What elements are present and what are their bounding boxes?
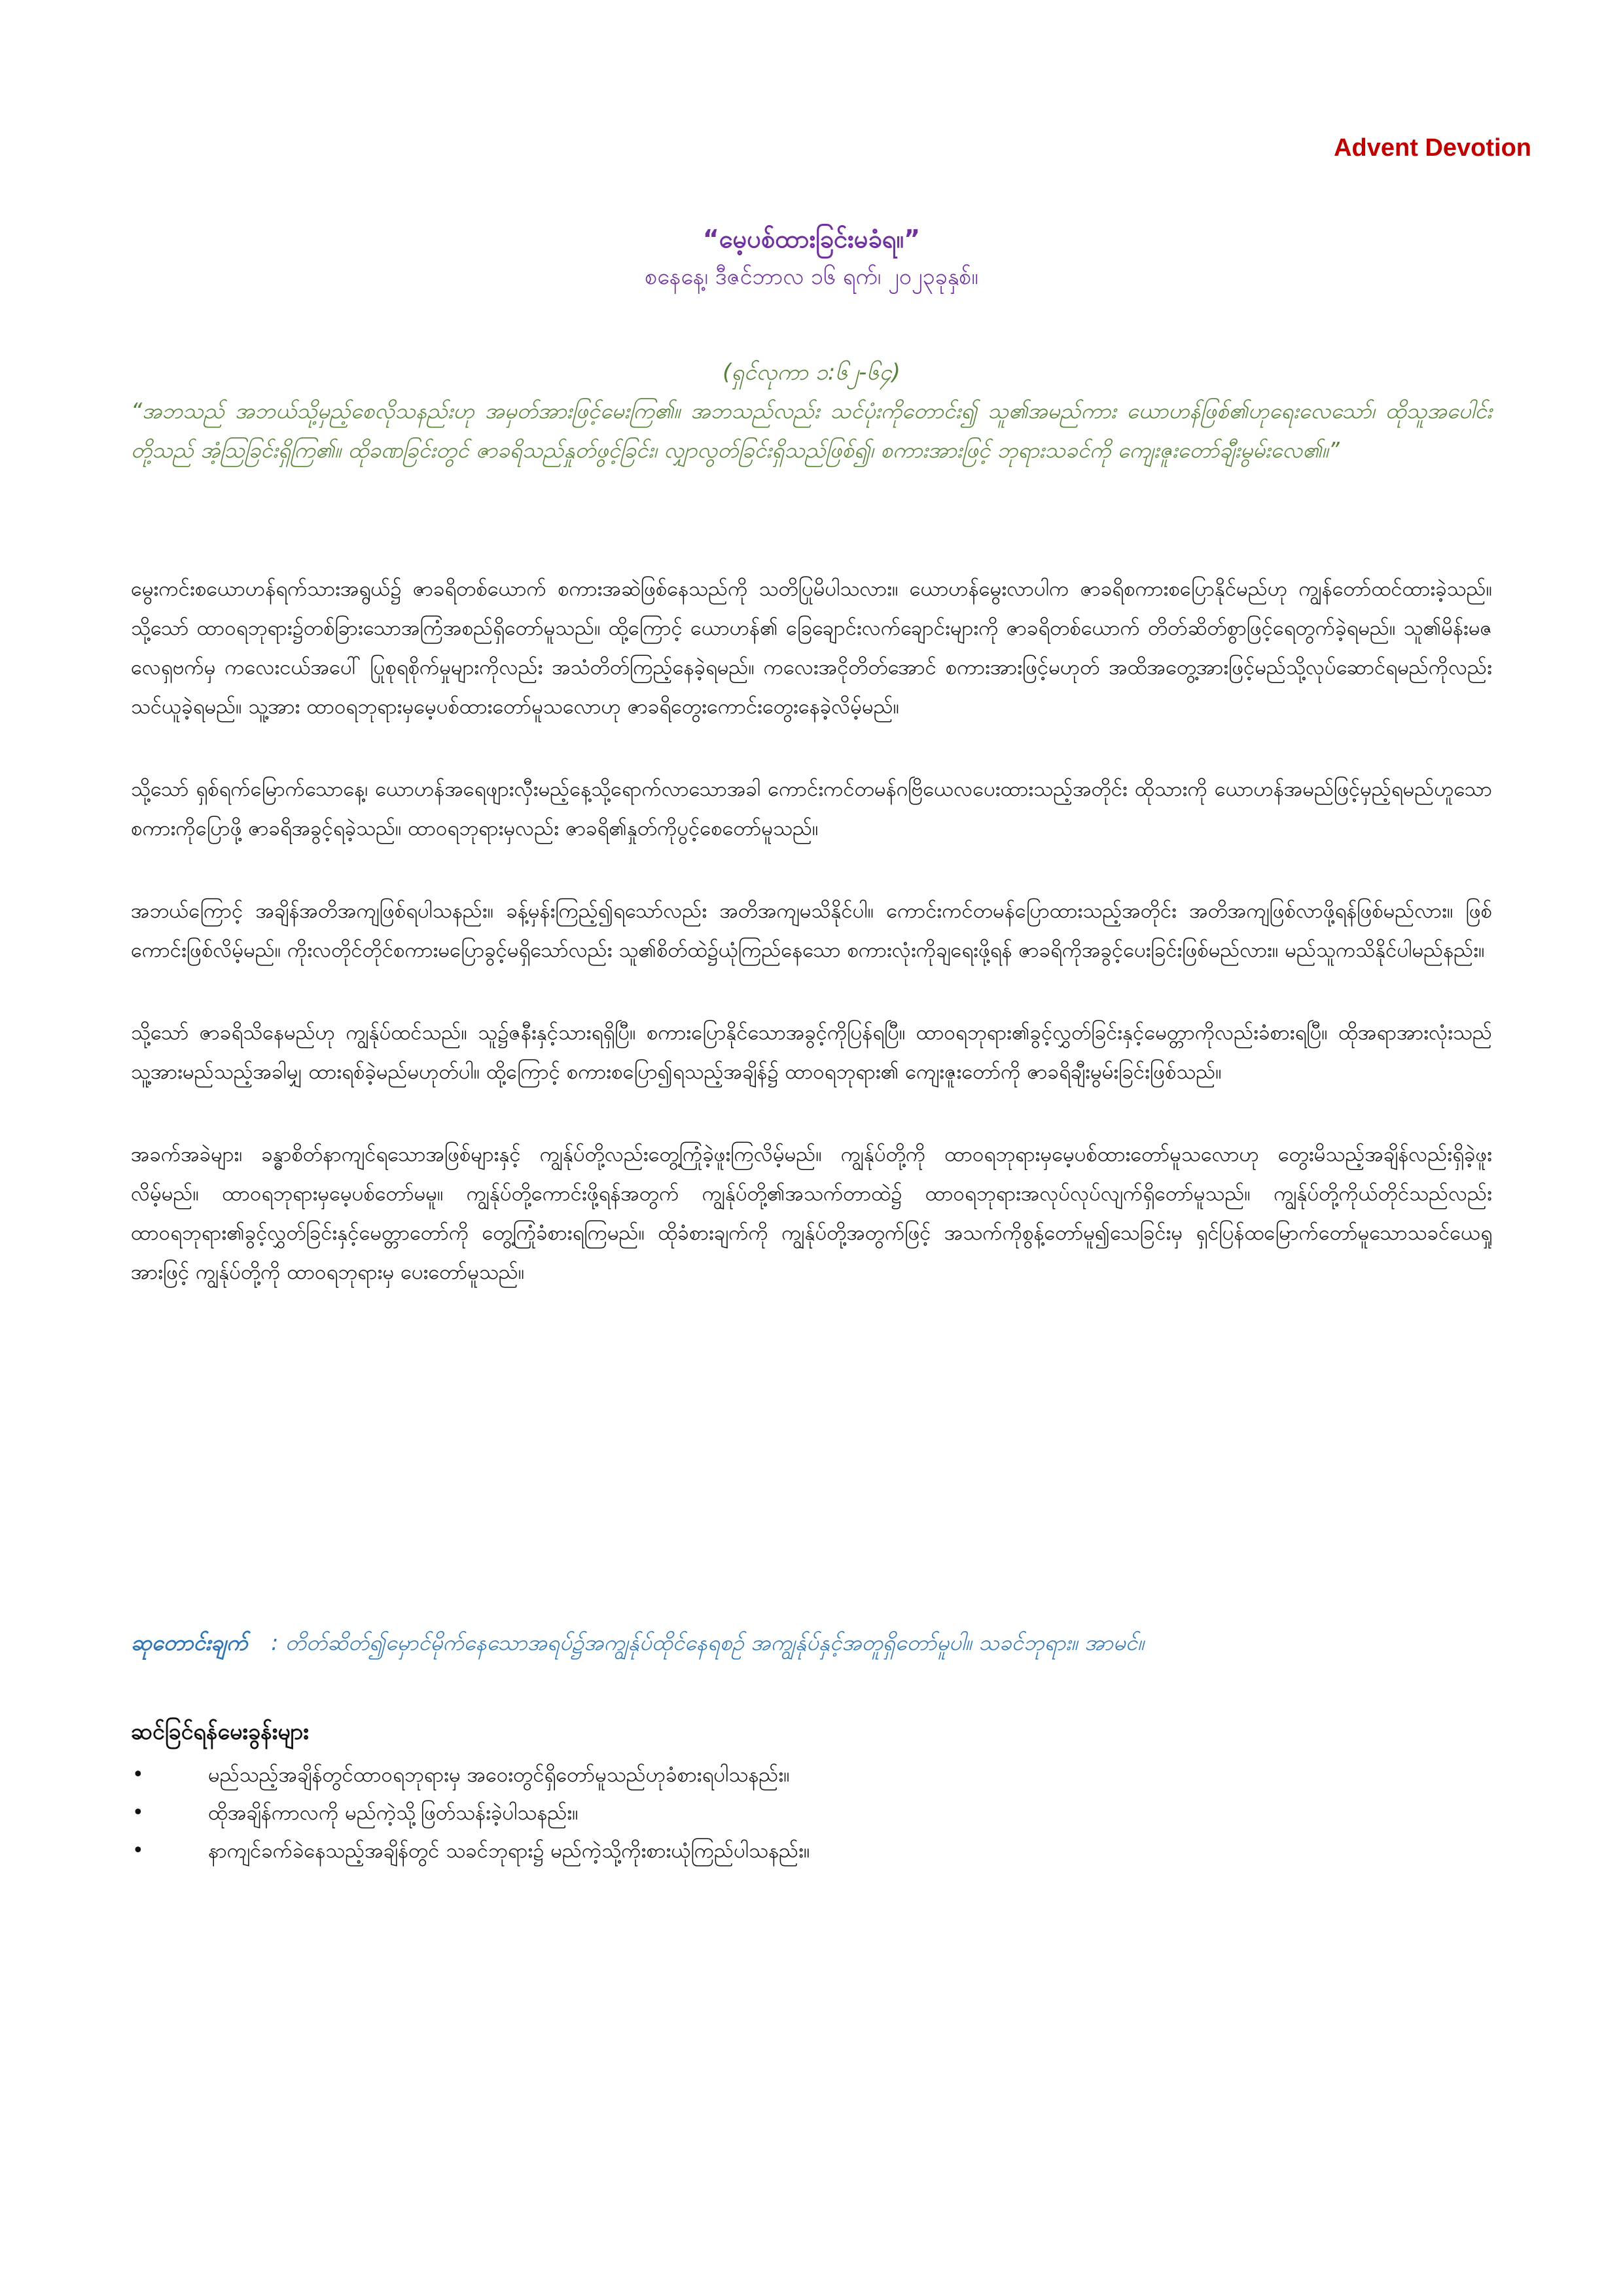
prayer [131, 1623, 1492, 1662]
body-paragraph-5: အခက်အခဲများ၊ ခန္ဓာစိတ်နာကျင်ရသောအဖြစ်များနှင့် ကျွန်ုပ်တို့လည်းတွေ့ကြုံခဲ့ဖူးကြလိမ့်မည်။ ကျွန်ုပ်တို့ကို ထာဝရဘုရားမှမေ့ပစ်ထားတော်မူသလောဟု တွေးမိသည့်အချိန်လည်းရှိခဲ့ဖူးလိမ့်မည်။ ထာဝရဘုရားမှမေ့ပစ်တော်မမူ။ ကျွန်ုပ်တို့ကောင်းဖို့ရန်အတွက် ကျွန်ုပ်တို့၏အသက်တာထဲ၌ ထာဝရဘုရားအလုပ်လုပ်လျက်ရှိတော်မူသည်။ ကျွန်ုပ်တို့ကိုယ်တိုင်သည်လည်း ထာဝရဘုရား၏ခွင့်လွှတ်ခြင်းနှင့်မေတ္တာတော်ကို တွေ့ကြုံခံစားရကြမည်။ ထိုခံစားချက်ကို ကျွန်ုပ်တို့အတွက်ဖြင့် အသက်ကိုစွန့်တော်မူ၍သေခြင်းမှ ရှင်ပြန်ထမြောက်တော်မူသောသခင်ယေရှုအားဖြင့် ကျွန်ုပ်တို့ကို ထာဝရဘုရားမှ ပေးတော်မူသည်။ [131, 1143, 1492, 1284]
body-paragraph-1: မွေးကင်းစယောဟန်ရက်သားအရွယ်၌ ဇာခရိတစ်ယောက် စကားအဆဲဖြစ်နေသည်ကို သတိပြုမိပါသလား။ ယောဟန်မွေးလာပါက ဇာခရိစကားစပြောနိုင်မည်ဟု ကျွန်တော်ထင်ထားခဲ့သည်။ သို့သော် ထာဝရဘုရား၌တစ်ခြားသောအကြံအစည်ရှိတော်မူသည်။ ထို့ကြောင့် ယောဟန်၏ ခြေချောင်းလက်ချောင်းများကို ဇာခရိတစ်ယောက် တိတ်ဆိတ်စွာဖြင့်ရေတွက်ခဲ့ရမည်။ သူ၏မိန်းမဇလေရှဗက်မှ ကလေးငယ်အပေါ် ပြုစုရစိုက်မှုများကိုလည်း အသံတိတ်ကြည့်နေခဲ့ရမည်။ ကလေးအငိုတိတ်အောင် စကားအားဖြင့်မဟုတ် အထိအတွေ့အားဖြင့်မည်သို့လုပ်ဆောင်ရမည်ကိုလည်း သင်ယူခဲ့ရမည်။ သူ့အား ထာဝရဘုရားမှမေ့ပစ်ထားတော်မူသလောဟု ဇာခရိတွေးကောင်းတွေးနေခဲ့လိမ့်မည်။ [131, 577, 1492, 719]
prayer-label: ဆုတောင်းချက် [131, 1630, 248, 1655]
scripture-reference: (ရှင်လုကာ ၁:၆၂-၆၄) [722, 359, 901, 386]
bullet-icon: • [132, 1763, 144, 1786]
body-paragraph-3: အဘယ်ကြောင့် အချိန်အတိအကျဖြစ်ရပါသနည်း။ ခန့်မှန်းကြည့်၍ရသော်လည်း အတိအကျမသိနိုင်ပါ။ ကောင်းကင်တမန်ပြောထားသည့်အတိုင်း အတိအကျဖြစ်လာဖို့ရန်ဖြစ်မည်လား။ ဖြစ်ကောင်းဖြစ်လိမ့်မည်။ ကိုးလတိုင်တိုင်စကားမပြောခွင့်မရှိသော်လည်း သူ၏စိတ်ထဲ၌ယုံကြည်နေသော စကားလုံးကိုချရေးဖို့ရန် ဇာခရိကိုအခွင့်ပေးခြင်းဖြစ်မည်လား။ မည်သူကသိနိုင်ပါမည်နည်း။ [131, 899, 1492, 962]
devotion-date: စနေနေ့၊ ဒီဇင်ဘာလ ၁၆ ရက်၊ ၂၀၂၃ခုနှစ်။ [645, 264, 978, 290]
devotion-body [131, 569, 1492, 1335]
question-text: နာကျင်ခက်ခဲနေသည့်အချိန်တွင် သခင်ဘုရား၌ မည်ကဲ့သို့ကိုးစားယုံကြည်ပါသနည်း။ [208, 1839, 810, 1863]
questions-list [131, 1756, 1492, 1870]
header-tag: Advent Devotion [1334, 134, 1531, 162]
prayer-text: : တိတ်ဆိတ်၍မှောင်မိုက်နေသောအရပ်၌အကျွန်ုပ်ထိုင်နေရစဉ် အကျွန်ုပ်နှင့်အတူရှိတော်မူပါ။ သခင်ဘုရား။ အာမင်။ [271, 1630, 1145, 1655]
scripture-block [131, 353, 1492, 470]
bullet-icon: • [132, 1839, 144, 1862]
devotion-title: “မေ့ပစ်ထားခြင်းမခံရ။” [702, 224, 921, 253]
body-paragraph-2: သို့သော် ရှစ်ရက်မြောက်သောနေ့၊ ယောဟန်အရေဖျားလှီးမည့်နေ့သို့ရောက်လာသောအခါ ကောင်းကင်တမန်ဂဗြိယေလပေးထားသည့်အတိုင်း ထိုသားကို ယောဟန်အမည်ဖြင့်မှည့်ရမည်ဟူသော စကားကိုပြောဖို့ ဇာခရိအခွင့်ရခဲ့သည်။ ထာဝရဘုရားမှလည်း ဇာခရိ၏နှုတ်ကိုပွင့်စေတော်မူသည်။ [131, 778, 1492, 840]
question-text: မည်သည့်အချိန်တွင်ထာဝရဘုရားမှ အဝေးတွင်ရှိတော်မူသည်ဟုခံစားရပါသနည်း။ [208, 1763, 790, 1787]
bullet-icon: • [132, 1801, 144, 1824]
questions-title: ဆင်ခြင်ရန်မေးခွန်းများ [131, 1719, 309, 1745]
title-block [131, 219, 1492, 295]
question-item [131, 1832, 1492, 1870]
body-paragraph-4: သို့သော် ဇာခရိသိနေမည်ဟု ကျွန်ုပ်ထင်သည်။ သူ၌ဇနီးနှင့်သားရရှိပြီ။ စကားပြောနိုင်သောအခွင့်ကိုပြန်ရပြီ။ ထာဝရဘုရား၏ခွင့်လွှတ်ခြင်းနှင့်မေတ္တာကိုလည်းခံစားရပြီ။ ထိုအရာအားလုံးသည် သူ့အားမည်သည့်အခါမျှ ထားရစ်ခဲ့မည်မဟုတ်ပါ။ ထို့ကြောင့် စကားစပြော၍ရသည့်အချိန်၌ ထာဝရဘုရား၏ ကျေးဇူးတော်ကို ဇာခရိချီးမွမ်းခြင်းဖြစ်သည်။ [131, 1021, 1492, 1084]
question-text: ထိုအချိန်ကာလကို မည်ကဲ့သို့ဖြတ်သန်းခဲ့ပါသနည်း။ [208, 1801, 579, 1825]
reflection-questions [131, 1712, 1492, 1870]
question-item [131, 1756, 1492, 1794]
scripture-text: “အဘသည် အဘယ်သို့မှည့်စေလိုသနည်းဟု အမှတ်အားဖြင့်မေးကြ၏။ အဘသည်လည်း သင်ပုံးကိုတောင်း၍ သူ၏အမည်ကား ယောဟန်ဖြစ်၏ဟုရေးလေသော်၊ ထိုသူအပေါင်းတို့သည် အံ့ဩခြင်းရှိကြ၏။ ထိုခဏခြင်းတွင် ဇာခရိသည်နှုတ်ဖွင့်ခြင်း၊ လျှာလွတ်ခြင်းရှိသည်ဖြစ်၍၊ စကားအားဖြင့် ဘုရားသခင်ကို ကျေးဇူးတော်ချီးမွမ်းလေ၏။” [131, 398, 1492, 463]
question-item [131, 1794, 1492, 1832]
